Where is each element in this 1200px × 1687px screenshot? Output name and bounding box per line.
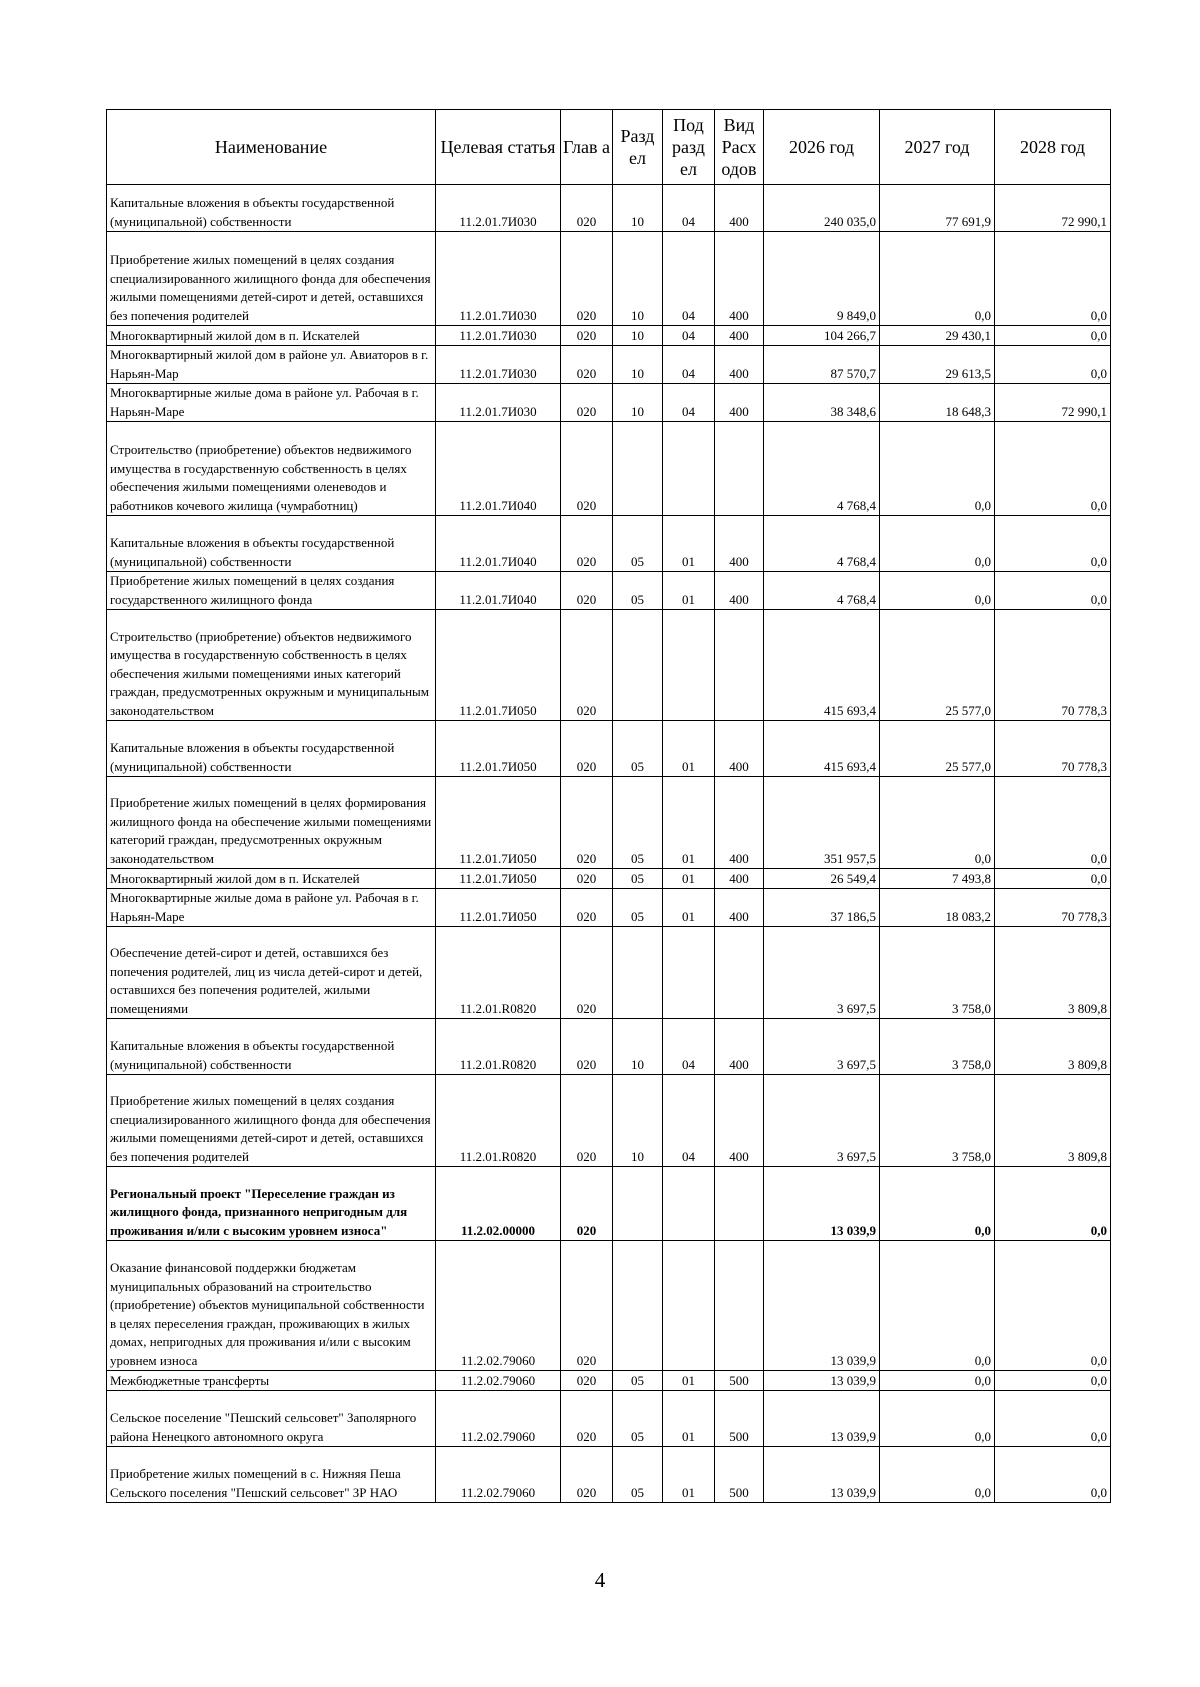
row-2028-cell: 70 778,3 [995, 889, 1111, 927]
row-2027-cell: 0,0 [880, 516, 995, 572]
row-2027-cell: 0,0 [880, 1241, 995, 1371]
row-section-cell: 10 [613, 185, 663, 232]
table-row [107, 346, 1111, 384]
row-subsection-cell: 01 [663, 777, 715, 869]
row-chapter-cell: 020 [561, 346, 613, 384]
row-chapter-cell: 020 [561, 185, 613, 232]
row-expense-type-cell: 400 [715, 1019, 764, 1075]
row-expense-type-cell: 400 [715, 1075, 764, 1167]
table-row [107, 1167, 1111, 1241]
row-subsection-cell [663, 1241, 715, 1371]
row-2028-cell: 0,0 [995, 422, 1111, 516]
row-2028-cell: 0,0 [995, 232, 1111, 326]
row-expense-type-cell [715, 1241, 764, 1371]
table-row [107, 516, 1111, 572]
row-target-cell: 11.2.01.7И050 [436, 869, 561, 889]
row-name-cell: Многоквартирный жилой дом в районе ул. Авиаторов в г. Нарьян-Мар [107, 346, 436, 384]
table-row [107, 869, 1111, 889]
row-expense-type-cell: 400 [715, 232, 764, 326]
row-name-cell: Капитальные вложения в объекты государственной (муниципальной) собственности [107, 1019, 436, 1075]
row-name-cell: Строительство (приобретение) объектов недвижимого имущества в государственную собственность в целях обеспечения жилыми помещениями оленеводов и работников кочевого жилища (чумработниц) [107, 422, 436, 516]
row-expense-type-cell: 400 [715, 889, 764, 927]
row-name-cell: Приобретение жилых помещений в целях создания государственного жилищного фонда [107, 572, 436, 610]
row-name-cell: Капитальные вложения в объекты государственной (муниципальной) собственности [107, 516, 436, 572]
row-subsection-cell: 01 [663, 1447, 715, 1503]
row-subsection-cell: 01 [663, 1371, 715, 1391]
row-chapter-cell: 020 [561, 422, 613, 516]
row-2026-cell: 13 039,9 [764, 1241, 880, 1371]
row-subsection-cell: 04 [663, 185, 715, 232]
row-2028-cell: 3 809,8 [995, 1075, 1111, 1167]
row-subsection-cell: 01 [663, 869, 715, 889]
row-2027-cell: 7 493,8 [880, 869, 995, 889]
row-target-cell: 11.2.01.7И050 [436, 721, 561, 777]
row-target-cell: 11.2.01.R0820 [436, 1075, 561, 1167]
row-target-cell: 11.2.02.00000 [436, 1167, 561, 1241]
page-number: 4 [594, 1568, 606, 1592]
header-target-article: Целевая статья [436, 110, 561, 185]
table-row [107, 384, 1111, 422]
row-2026-cell: 37 186,5 [764, 889, 880, 927]
row-subsection-cell [663, 422, 715, 516]
row-2027-cell: 25 577,0 [880, 721, 995, 777]
row-2027-cell: 3 758,0 [880, 1019, 995, 1075]
row-name-cell: Региональный проект "Переселение граждан из жилищного фонда, признанного непригодным для проживания и/или с высоким уровнем износа" [107, 1167, 436, 1241]
row-target-cell: 11.2.01.7И030 [436, 326, 561, 346]
row-section-cell: 05 [613, 1447, 663, 1503]
row-target-cell: 11.2.01.R0820 [436, 1019, 561, 1075]
row-name-cell: Строительство (приобретение) объектов недвижимого имущества в государственную собственность в целях обеспечения жилыми помещениями иных категорий граждан, предусмотренных окружным и муниципальным законодательством [107, 610, 436, 721]
row-chapter-cell: 020 [561, 721, 613, 777]
row-section-cell: 05 [613, 777, 663, 869]
row-section-cell: 10 [613, 1019, 663, 1075]
row-2026-cell: 4 768,4 [764, 572, 880, 610]
row-chapter-cell: 020 [561, 889, 613, 927]
row-target-cell: 11.2.02.79060 [436, 1371, 561, 1391]
row-2028-cell: 3 809,8 [995, 1019, 1111, 1075]
row-name-cell: Приобретение жилых помещений в целях создания специализированного жилищного фонда для обеспечения жилыми помещениями детей-сирот и детей, оставшихся без попечения родителей [107, 1075, 436, 1167]
table-row [107, 1241, 1111, 1371]
row-subsection-cell: 01 [663, 1391, 715, 1447]
header-year-2028: 2028 год [995, 110, 1111, 185]
row-subsection-cell [663, 610, 715, 721]
row-section-cell: 10 [613, 232, 663, 326]
table-row [107, 326, 1111, 346]
row-2027-cell: 18 083,2 [880, 889, 995, 927]
row-section-cell: 10 [613, 346, 663, 384]
row-2028-cell: 0,0 [995, 1371, 1111, 1391]
row-section-cell: 05 [613, 869, 663, 889]
row-expense-type-cell: 500 [715, 1447, 764, 1503]
row-2027-cell: 0,0 [880, 1391, 995, 1447]
row-target-cell: 11.2.01.7И030 [436, 384, 561, 422]
row-2027-cell: 0,0 [880, 232, 995, 326]
row-expense-type-cell: 400 [715, 516, 764, 572]
row-section-cell: 05 [613, 516, 663, 572]
row-target-cell: 11.2.01.7И040 [436, 422, 561, 516]
row-2028-cell: 0,0 [995, 869, 1111, 889]
table-row [107, 1371, 1111, 1391]
header-year-2026: 2026 год [764, 110, 880, 185]
row-2026-cell: 87 570,7 [764, 346, 880, 384]
row-subsection-cell: 04 [663, 1019, 715, 1075]
row-section-cell: 05 [613, 889, 663, 927]
row-name-cell: Многоквартирный жилой дом в п. Искателей [107, 869, 436, 889]
row-subsection-cell: 01 [663, 721, 715, 777]
row-2026-cell: 104 266,7 [764, 326, 880, 346]
row-section-cell: 10 [613, 384, 663, 422]
row-2027-cell: 25 577,0 [880, 610, 995, 721]
table-row [107, 889, 1111, 927]
row-2028-cell: 0,0 [995, 1391, 1111, 1447]
row-2028-cell: 70 778,3 [995, 610, 1111, 721]
row-chapter-cell: 020 [561, 384, 613, 422]
row-2028-cell: 0,0 [995, 1167, 1111, 1241]
row-subsection-cell [663, 927, 715, 1019]
row-2027-cell: 0,0 [880, 777, 995, 869]
row-chapter-cell: 020 [561, 1371, 613, 1391]
row-2026-cell: 3 697,5 [764, 927, 880, 1019]
row-name-cell: Межбюджетные трансферты [107, 1371, 436, 1391]
row-chapter-cell: 020 [561, 1241, 613, 1371]
row-2026-cell: 3 697,5 [764, 1019, 880, 1075]
row-chapter-cell: 020 [561, 572, 613, 610]
row-name-cell: Обеспечение детей-сирот и детей, оставшихся без попечения родителей, лиц из числа детей-сирот и детей, оставшихся без попечения родителей, жилыми помещениями [107, 927, 436, 1019]
row-2027-cell: 18 648,3 [880, 384, 995, 422]
row-chapter-cell: 020 [561, 516, 613, 572]
table-row [107, 1075, 1111, 1167]
row-2028-cell: 0,0 [995, 516, 1111, 572]
row-target-cell: 11.2.01.7И030 [436, 185, 561, 232]
row-target-cell: 11.2.02.79060 [436, 1447, 561, 1503]
row-expense-type-cell [715, 927, 764, 1019]
table-body [107, 185, 1111, 1503]
row-2028-cell: 72 990,1 [995, 384, 1111, 422]
row-section-cell [613, 1241, 663, 1371]
row-name-cell: Сельское поселение "Пешский сельсовет" Заполярного района Ненецкого автономного округа [107, 1391, 436, 1447]
row-expense-type-cell [715, 610, 764, 721]
header-section: Разд ел [613, 110, 663, 185]
row-2027-cell: 29 613,5 [880, 346, 995, 384]
row-chapter-cell: 020 [561, 1019, 613, 1075]
row-2028-cell: 70 778,3 [995, 721, 1111, 777]
row-subsection-cell: 04 [663, 326, 715, 346]
row-subsection-cell: 04 [663, 232, 715, 326]
row-2028-cell: 0,0 [995, 326, 1111, 346]
row-subsection-cell: 04 [663, 384, 715, 422]
table-row [107, 927, 1111, 1019]
row-name-cell: Приобретение жилых помещений в целях формирования жилищного фонда на обеспечение жилыми помещениями категорий граждан, предусмотренных окружным законодательством [107, 777, 436, 869]
table-row [107, 610, 1111, 721]
header-subsection: Под разд ел [663, 110, 715, 185]
row-section-cell [613, 610, 663, 721]
row-name-cell: Многоквартирные жилые дома в районе ул. Рабочая в г. Нарьян-Маре [107, 384, 436, 422]
row-2027-cell: 0,0 [880, 422, 995, 516]
row-expense-type-cell [715, 1167, 764, 1241]
row-section-cell: 10 [613, 1075, 663, 1167]
row-name-cell: Оказание финансовой поддержки бюджетам муниципальных образований на строительство (приобретение) объектов муниципальной собственности в целях переселения граждан, проживающих в жилых домах, непригодных для проживания и/или с высоким уровнем износа [107, 1241, 436, 1371]
row-2026-cell: 26 549,4 [764, 869, 880, 889]
row-expense-type-cell: 400 [715, 869, 764, 889]
row-2026-cell: 4 768,4 [764, 516, 880, 572]
row-name-cell: Многоквартирные жилые дома в районе ул. Рабочая в г. Нарьян-Маре [107, 889, 436, 927]
header-expense-type: Вид Расх одов [715, 110, 764, 185]
row-subsection-cell: 01 [663, 516, 715, 572]
row-section-cell [613, 422, 663, 516]
row-2026-cell: 415 693,4 [764, 721, 880, 777]
row-section-cell: 10 [613, 326, 663, 346]
row-section-cell [613, 927, 663, 1019]
row-2026-cell: 3 697,5 [764, 1075, 880, 1167]
row-expense-type-cell: 400 [715, 721, 764, 777]
row-expense-type-cell: 500 [715, 1391, 764, 1447]
table-row [107, 232, 1111, 326]
table-row [107, 1391, 1111, 1447]
row-expense-type-cell: 400 [715, 572, 764, 610]
row-2026-cell: 13 039,9 [764, 1371, 880, 1391]
row-target-cell: 11.2.01.7И040 [436, 572, 561, 610]
row-chapter-cell: 020 [561, 232, 613, 326]
row-chapter-cell: 020 [561, 1167, 613, 1241]
header-name: Наименование [107, 110, 436, 185]
row-name-cell: Приобретение жилых помещений в с. Нижняя Пеша Сельского поселения "Пешский сельсовет" ЗР НАО [107, 1447, 436, 1503]
row-target-cell: 11.2.01.7И050 [436, 610, 561, 721]
row-2027-cell: 3 758,0 [880, 927, 995, 1019]
budget-table [106, 109, 1111, 1503]
row-expense-type-cell: 500 [715, 1371, 764, 1391]
row-name-cell: Многоквартирный жилой дом в п. Искателей [107, 326, 436, 346]
row-section-cell: 05 [613, 572, 663, 610]
row-section-cell [613, 1167, 663, 1241]
table-row [107, 1447, 1111, 1503]
row-2026-cell: 240 035,0 [764, 185, 880, 232]
table-row [107, 721, 1111, 777]
row-target-cell: 11.2.02.79060 [436, 1391, 561, 1447]
row-chapter-cell: 020 [561, 927, 613, 1019]
row-target-cell: 11.2.01.7И050 [436, 777, 561, 869]
table-row [107, 422, 1111, 516]
row-chapter-cell: 020 [561, 610, 613, 721]
row-2026-cell: 351 957,5 [764, 777, 880, 869]
row-target-cell: 11.2.01.R0820 [436, 927, 561, 1019]
row-2027-cell: 0,0 [880, 1447, 995, 1503]
row-expense-type-cell: 400 [715, 326, 764, 346]
row-2028-cell: 0,0 [995, 346, 1111, 384]
row-name-cell: Приобретение жилых помещений в целях создания специализированного жилищного фонда для обеспечения жилыми помещениями детей-сирот и детей, оставшихся без попечения родителей [107, 232, 436, 326]
table-row [107, 185, 1111, 232]
row-name-cell: Капитальные вложения в объекты государственной (муниципальной) собственности [107, 185, 436, 232]
row-chapter-cell: 020 [561, 777, 613, 869]
row-2028-cell: 0,0 [995, 1241, 1111, 1371]
table-row [107, 777, 1111, 869]
row-chapter-cell: 020 [561, 869, 613, 889]
table-row [107, 1019, 1111, 1075]
row-2027-cell: 0,0 [880, 1167, 995, 1241]
row-subsection-cell: 01 [663, 572, 715, 610]
table-row [107, 572, 1111, 610]
row-2026-cell: 13 039,9 [764, 1447, 880, 1503]
row-chapter-cell: 020 [561, 1391, 613, 1447]
row-2026-cell: 9 849,0 [764, 232, 880, 326]
row-target-cell: 11.2.01.7И030 [436, 232, 561, 326]
row-2026-cell: 13 039,9 [764, 1167, 880, 1241]
row-expense-type-cell: 400 [715, 777, 764, 869]
header-year-2027: 2027 год [880, 110, 995, 185]
row-subsection-cell [663, 1167, 715, 1241]
row-2027-cell: 3 758,0 [880, 1075, 995, 1167]
row-subsection-cell: 01 [663, 889, 715, 927]
row-2028-cell: 0,0 [995, 777, 1111, 869]
row-2026-cell: 38 348,6 [764, 384, 880, 422]
row-target-cell: 11.2.02.79060 [436, 1241, 561, 1371]
row-2028-cell: 0,0 [995, 572, 1111, 610]
row-section-cell: 05 [613, 721, 663, 777]
row-chapter-cell: 020 [561, 1075, 613, 1167]
row-2027-cell: 0,0 [880, 572, 995, 610]
row-2027-cell: 77 691,9 [880, 185, 995, 232]
row-2027-cell: 29 430,1 [880, 326, 995, 346]
row-target-cell: 11.2.01.7И040 [436, 516, 561, 572]
row-chapter-cell: 020 [561, 326, 613, 346]
row-2028-cell: 3 809,8 [995, 927, 1111, 1019]
row-2026-cell: 13 039,9 [764, 1391, 880, 1447]
row-subsection-cell: 04 [663, 346, 715, 384]
row-expense-type-cell: 400 [715, 185, 764, 232]
header-chapter: Глав а [561, 110, 613, 185]
row-subsection-cell: 04 [663, 1075, 715, 1167]
row-2028-cell: 0,0 [995, 1447, 1111, 1503]
row-2026-cell: 4 768,4 [764, 422, 880, 516]
row-2028-cell: 72 990,1 [995, 185, 1111, 232]
row-chapter-cell: 020 [561, 1447, 613, 1503]
row-expense-type-cell [715, 422, 764, 516]
row-target-cell: 11.2.01.7И030 [436, 346, 561, 384]
table-header-row [107, 110, 1111, 185]
row-section-cell: 05 [613, 1391, 663, 1447]
row-2027-cell: 0,0 [880, 1371, 995, 1391]
row-2026-cell: 415 693,4 [764, 610, 880, 721]
row-name-cell: Капитальные вложения в объекты государственной (муниципальной) собственности [107, 721, 436, 777]
row-section-cell: 05 [613, 1371, 663, 1391]
row-expense-type-cell: 400 [715, 346, 764, 384]
row-expense-type-cell: 400 [715, 384, 764, 422]
row-target-cell: 11.2.01.7И050 [436, 889, 561, 927]
